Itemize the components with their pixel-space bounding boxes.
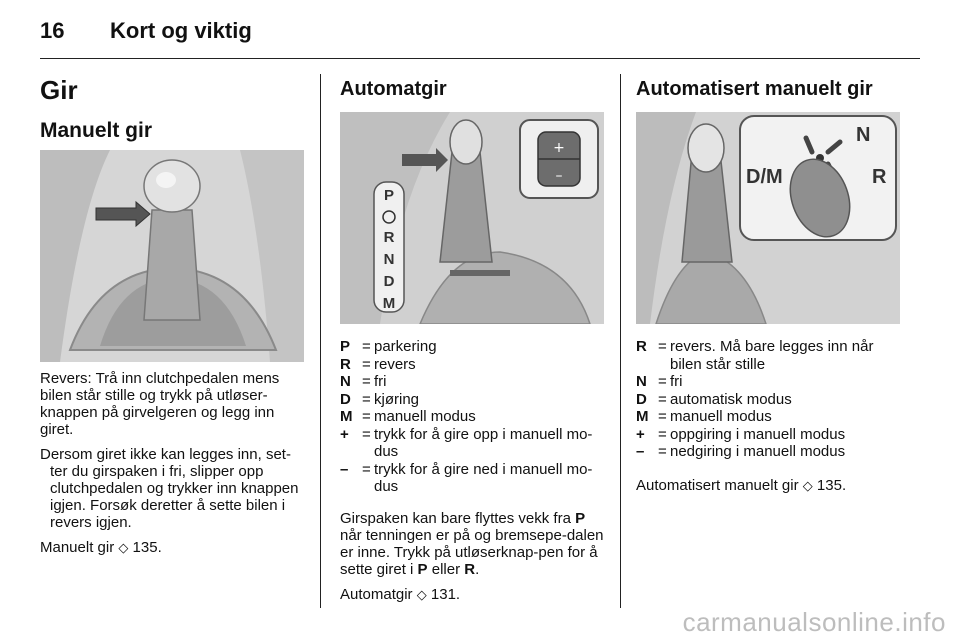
legend-value: revers (374, 355, 416, 373)
legend-key-plus-icon: + (340, 425, 349, 443)
legend-equals: = (658, 425, 667, 443)
legend-key: M (636, 408, 649, 425)
automatic-gear-illustration (340, 112, 604, 324)
svg-text:–: – (555, 168, 563, 184)
manual-retry-text (40, 446, 304, 531)
legend-value: trykk for å gire ned i manuell mo-dus (374, 460, 593, 495)
gate-label-r: R (383, 229, 395, 246)
legend-equals: = (362, 373, 371, 390)
legend-key: D (340, 390, 351, 408)
column-divider-1 (320, 74, 321, 608)
column-automated-manual (636, 72, 900, 494)
watermark: carmanualsonline.info (682, 607, 946, 637)
gate-label-p: P (383, 187, 394, 204)
legend-key-minus-icon: – (340, 460, 349, 478)
r-label: R (872, 166, 887, 188)
automated-manual-legend (636, 338, 900, 461)
dm-label: D/M (746, 166, 783, 188)
n-label: N (856, 124, 871, 146)
legend-equals: = (362, 460, 371, 478)
text-segment: Girspaken kan bare flyttes vekk fra (340, 509, 571, 527)
automated-manual-illustration (636, 112, 900, 324)
legend-key: D (636, 390, 647, 408)
automated-manual-heading: Automatisert manuelt gir (636, 78, 873, 100)
legend-value: fri (670, 373, 683, 390)
reference-page: 131. (430, 585, 461, 603)
gate-label-d: D (383, 273, 395, 290)
legend-value: nedgiring i manuell modus (670, 443, 846, 460)
legend-value: trykk for å gire opp i manuell mo-dus (374, 425, 593, 460)
header-divider (40, 58, 920, 59)
legend-value: parkering (374, 338, 437, 355)
gate-label-n: N (383, 251, 395, 268)
legend-row (636, 391, 900, 409)
legend-value: manuell modus (670, 408, 772, 425)
legend-equals: = (362, 338, 371, 355)
legend-equals: = (362, 408, 371, 425)
legend-row (340, 338, 604, 356)
legend-key: M (340, 408, 353, 425)
column-manual-gear (40, 72, 304, 556)
legend-equals: = (362, 355, 371, 373)
manual-reverse-text: Revers: Trå inn clutchpedalen mens bilen står stille og trykk på utløser-knappen på girvelgeren og legg inn giret. (40, 370, 280, 438)
reference-arrow-icon: ◇ (802, 477, 813, 493)
manual-gear-heading: Manuelt gir (40, 119, 153, 142)
legend-value: oppgiring i manuell modus (670, 425, 846, 443)
reference-page: 135. (132, 539, 162, 556)
legend-row (340, 408, 604, 426)
legend-key: R (340, 355, 351, 373)
legend-value: fri (374, 373, 387, 390)
legend-equals: = (658, 373, 667, 390)
column-automatic (340, 72, 604, 603)
section-title: Gir (40, 75, 78, 105)
legend-key: P (340, 338, 351, 355)
svg-text:+: + (553, 140, 565, 156)
manual-gear-reference (40, 539, 304, 556)
automated-manual-reference (636, 477, 900, 494)
legend-key-plus-icon: + (636, 425, 645, 443)
automatic-reference (340, 586, 604, 603)
gear-key-p: P (575, 509, 586, 527)
chapter-title: Kort og viktig (110, 18, 252, 43)
gate-spacer (378, 204, 400, 224)
gate-labels (378, 188, 400, 312)
manual-retry-text-first: Dersom giret ikke kan legges inn, set- (40, 446, 291, 463)
reference-page: 135. (816, 476, 847, 494)
legend-key-minus-icon: – (636, 443, 645, 460)
reference-arrow-icon: ◇ (416, 586, 427, 602)
reference-text: Automatisert manuelt gir (636, 476, 799, 494)
reference-text: Manuelt gir (40, 539, 115, 556)
manual-gear-illustration (40, 150, 304, 362)
legend-equals: = (362, 425, 371, 443)
legend-row (340, 356, 604, 374)
legend-row (340, 461, 604, 496)
text-segment: eller (431, 560, 461, 578)
manual-retry-text-rest: ter du girspaken i fri, slipper opp clutchpedalen og trykker inn knappen igjen. Forsøk deretter å sette bilen i revers igjen. (50, 463, 299, 531)
legend-row (340, 391, 604, 409)
gear-key-p: P (417, 560, 428, 578)
legend-key: N (636, 373, 647, 390)
legend-equals: = (658, 443, 667, 460)
automatic-shift-text (340, 510, 604, 578)
legend-equals: = (658, 338, 667, 355)
legend-value: manuell modus (374, 408, 476, 425)
reference-text: Automatgir (340, 585, 413, 603)
legend-key: R (636, 338, 647, 355)
legend-row (340, 426, 604, 461)
legend-row (636, 408, 900, 426)
legend-equals: = (658, 408, 667, 425)
legend-value: automatisk modus (670, 390, 792, 408)
gate-label-m: M (382, 295, 396, 312)
page-header (40, 18, 252, 48)
text-segment: når tenningen er på og bremsepe-dalen er inne. Trykk på utløserknap-pen for å sette giret i (340, 526, 604, 578)
column-divider-2 (620, 74, 621, 608)
automatic-legend (340, 338, 604, 496)
legend-row (636, 426, 900, 444)
automatic-heading: Automatgir (340, 78, 447, 100)
gear-key-r: R (464, 560, 476, 578)
legend-row (636, 443, 900, 461)
legend-row (636, 373, 900, 391)
legend-equals: = (362, 390, 371, 408)
text-segment: . (475, 560, 480, 578)
legend-value: revers. Må bare legges inn når bilen står stille (670, 338, 874, 373)
legend-row (636, 338, 900, 373)
reference-arrow-icon: ◇ (118, 540, 129, 555)
legend-equals: = (658, 390, 667, 408)
legend-row (340, 373, 604, 391)
page-number: 16 (40, 18, 65, 43)
legend-value: kjøring (374, 390, 420, 408)
legend-key: N (340, 373, 351, 390)
